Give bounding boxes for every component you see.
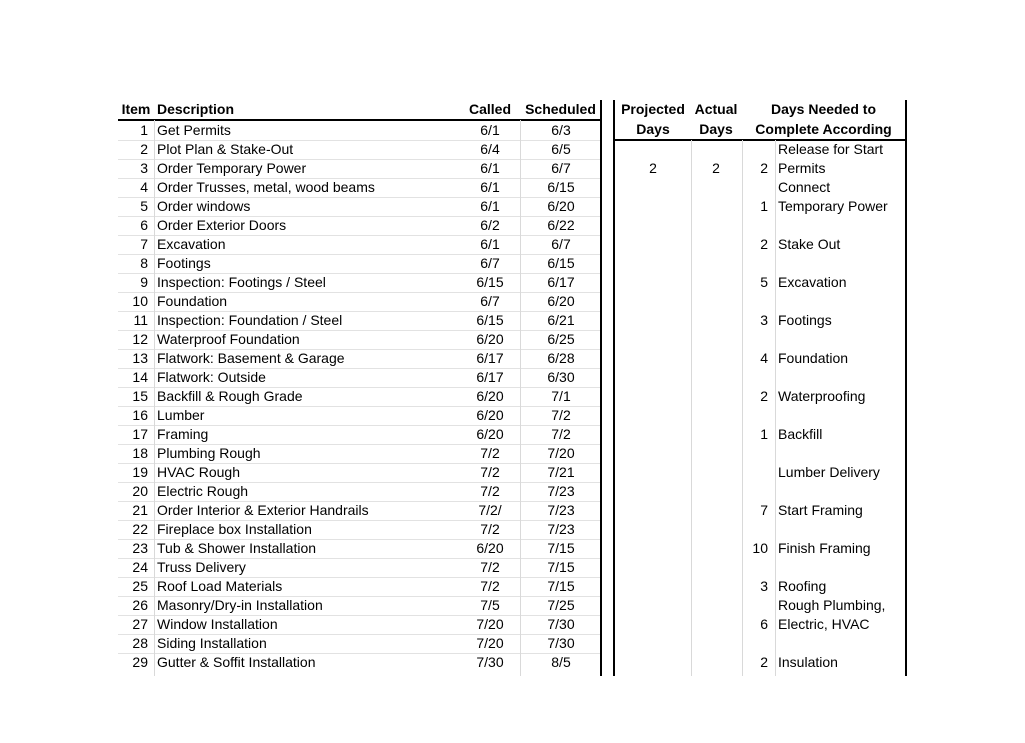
row-called-date: 7/2 — [480, 521, 500, 537]
row-description: Siding Installation — [157, 635, 267, 651]
row-scheduled-date: 6/21 — [547, 312, 575, 328]
row-actual-days: 2 — [712, 160, 720, 176]
row-description: Order Exterior Doors — [157, 217, 287, 233]
header-called: Called — [468, 101, 511, 117]
header-days-needed-line2: Complete According — [755, 121, 892, 137]
row-description: Lumber — [157, 407, 205, 423]
row-projected-days: 2 — [649, 160, 657, 176]
row-description: Footings — [157, 255, 211, 271]
row-scheduled-date: 6/15 — [547, 179, 575, 195]
row-scheduled-date: 6/28 — [547, 350, 575, 366]
row-task: Footings — [778, 312, 832, 328]
row-called-date: 7/2/ — [478, 502, 502, 518]
row-item-number: 11 — [133, 312, 148, 328]
row-item-number: 14 — [132, 369, 148, 385]
row-task: Foundation — [778, 350, 849, 366]
row-task: Release for Start — [778, 141, 884, 157]
row-item-number: 18 — [132, 445, 148, 461]
row-task: Rough Plumbing, — [778, 597, 886, 613]
row-scheduled-date: 7/15 — [547, 540, 575, 556]
header-actual-line1: Actual — [694, 101, 738, 117]
row-called-date: 6/17 — [476, 350, 504, 366]
row-called-date: 6/20 — [476, 407, 504, 423]
right-table-left-border — [613, 100, 615, 676]
row-days-needed: 5 — [760, 274, 768, 290]
row-description: Waterproof Foundation — [157, 331, 300, 347]
row-description: HVAC Rough — [157, 464, 241, 480]
row-task: Insulation — [778, 654, 838, 670]
row-description: Inspection: Footings / Steel — [157, 274, 326, 290]
row-description: Plumbing Rough — [157, 445, 261, 461]
row-days-needed: 7 — [760, 502, 768, 518]
row-item-number: 25 — [132, 578, 148, 594]
row-called-date: 7/2 — [480, 578, 500, 594]
row-scheduled-date: 7/15 — [547, 578, 575, 594]
row-item-number: 10 — [132, 293, 148, 309]
row-description: Gutter & Soffit Installation — [157, 654, 316, 670]
row-scheduled-date: 8/5 — [551, 654, 571, 670]
row-item-number: 5 — [140, 198, 148, 214]
row-called-date: 6/1 — [480, 122, 500, 138]
row-scheduled-date: 6/20 — [547, 293, 575, 309]
header-scheduled: Scheduled — [525, 101, 596, 117]
row-called-date: 6/1 — [480, 198, 500, 214]
row-item-number: 12 — [132, 331, 148, 347]
row-task: Permits — [778, 160, 826, 176]
row-description: Backfill & Rough Grade — [157, 388, 303, 404]
header-actual-line2: Days — [699, 121, 733, 137]
row-item-number: 17 — [132, 426, 148, 442]
row-item-number: 16 — [132, 407, 148, 423]
row-scheduled-date: 6/17 — [547, 274, 575, 290]
right-table-right-border — [905, 100, 907, 676]
row-description: Flatwork: Basement & Garage — [157, 350, 345, 366]
row-called-date: 6/1 — [480, 236, 500, 252]
header-item: Item — [121, 101, 151, 117]
row-task: Waterproofing — [778, 388, 866, 404]
row-scheduled-date: 7/23 — [547, 521, 575, 537]
row-scheduled-date: 7/21 — [547, 464, 575, 480]
row-task: Backfill — [778, 426, 823, 442]
row-description: Excavation — [157, 236, 226, 252]
row-description: Roof Load Materials — [157, 578, 283, 594]
row-task: Roofing — [778, 578, 827, 594]
row-item-number: 8 — [140, 255, 148, 271]
row-description: Framing — [157, 426, 209, 442]
left-header-rule — [118, 119, 601, 121]
row-called-date: 7/5 — [480, 597, 500, 613]
row-description: Order windows — [157, 198, 251, 214]
row-scheduled-date: 6/7 — [551, 160, 571, 176]
row-scheduled-date: 7/23 — [547, 483, 575, 499]
row-description: Window Installation — [157, 616, 278, 632]
row-description: Electric Rough — [157, 483, 249, 499]
header-projected-line2: Days — [636, 121, 670, 137]
row-called-date: 6/20 — [476, 331, 504, 347]
row-description: Inspection: Foundation / Steel — [157, 312, 343, 328]
gridline-v — [742, 140, 743, 676]
row-called-date: 7/20 — [476, 616, 504, 632]
row-task: Stake Out — [778, 236, 841, 252]
row-called-date: 7/20 — [476, 635, 504, 651]
row-scheduled-date: 6/30 — [547, 369, 575, 385]
row-item-number: 20 — [132, 483, 148, 499]
row-description: Masonry/Dry-in Installation — [157, 597, 323, 613]
row-item-number: 26 — [132, 597, 148, 613]
row-days-needed: 10 — [752, 540, 768, 556]
row-item-number: 15 — [132, 388, 148, 404]
left-table-right-border — [600, 100, 602, 676]
row-item-number: 24 — [132, 559, 148, 575]
gridline-v — [520, 120, 521, 676]
row-scheduled-date: 6/22 — [547, 217, 575, 233]
row-description: Truss Delivery — [157, 559, 246, 575]
row-item-number: 27 — [132, 616, 148, 632]
row-item-number: 28 — [132, 635, 148, 651]
row-item-number: 13 — [132, 350, 148, 366]
header-days-needed-line1: Days Needed to — [770, 101, 877, 117]
row-days-needed: 2 — [760, 388, 768, 404]
row-description: Tub & Shower Installation — [157, 540, 317, 556]
row-description: Order Temporary Power — [157, 160, 307, 176]
row-scheduled-date: 7/2 — [551, 407, 571, 423]
row-task: Excavation — [778, 274, 847, 290]
row-item-number: 22 — [132, 521, 148, 537]
row-task: Electric, HVAC — [778, 616, 870, 632]
gridline-v — [154, 120, 155, 676]
row-days-needed: 2 — [760, 236, 768, 252]
row-called-date: 7/2 — [480, 483, 500, 499]
row-scheduled-date: 7/2 — [551, 426, 571, 442]
row-description: Order Trusses, metal, wood beams — [157, 179, 375, 195]
row-called-date: 6/20 — [476, 540, 504, 556]
row-scheduled-date: 6/7 — [551, 236, 571, 252]
row-scheduled-date: 6/15 — [547, 255, 575, 271]
row-item-number: 7 — [140, 236, 148, 252]
row-scheduled-date: 7/23 — [547, 502, 575, 518]
row-scheduled-date: 6/3 — [551, 122, 571, 138]
row-called-date: 7/2 — [480, 445, 500, 461]
row-scheduled-date: 7/30 — [547, 616, 575, 632]
row-item-number: 29 — [132, 654, 148, 670]
row-task: Temporary Power — [778, 198, 888, 214]
row-days-needed: 2 — [760, 654, 768, 670]
row-description: Fireplace box Installation — [157, 521, 312, 537]
row-called-date: 6/20 — [476, 426, 504, 442]
row-scheduled-date: 6/20 — [547, 198, 575, 214]
row-item-number: 9 — [140, 274, 148, 290]
row-item-number: 1 — [140, 122, 148, 138]
row-task: Start Framing — [778, 502, 863, 518]
row-scheduled-date: 6/5 — [551, 141, 571, 157]
row-item-number: 6 — [140, 217, 148, 233]
gridline-v — [775, 140, 776, 676]
header-projected-line1: Projected — [621, 101, 685, 117]
row-description: Foundation — [157, 293, 228, 309]
row-called-date: 6/2 — [480, 217, 500, 233]
row-called-date: 6/15 — [476, 312, 504, 328]
row-called-date: 6/1 — [480, 179, 500, 195]
row-days-needed: 3 — [760, 578, 768, 594]
row-called-date: 6/20 — [476, 388, 504, 404]
row-called-date: 7/30 — [476, 654, 504, 670]
row-description: Flatwork: Outside — [157, 369, 266, 385]
row-task: Lumber Delivery — [778, 464, 880, 480]
row-scheduled-date: 7/15 — [547, 559, 575, 575]
row-called-date: 7/2 — [480, 464, 500, 480]
row-called-date: 7/2 — [480, 559, 500, 575]
row-called-date: 6/17 — [476, 369, 504, 385]
row-description: Get Permits — [157, 122, 231, 138]
row-scheduled-date: 6/25 — [547, 331, 575, 347]
row-days-needed: 4 — [760, 350, 768, 366]
row-called-date: 6/15 — [476, 274, 504, 290]
row-item-number: 19 — [132, 464, 148, 480]
row-scheduled-date: 7/30 — [547, 635, 575, 651]
row-item-number: 2 — [140, 141, 148, 157]
header-description: Description — [157, 101, 235, 117]
row-days-needed: 6 — [760, 616, 768, 632]
gridline-v — [691, 140, 692, 676]
row-description: Plot Plan & Stake-Out — [157, 141, 294, 157]
row-days-needed: 3 — [760, 312, 768, 328]
row-called-date: 6/7 — [480, 255, 500, 271]
row-days-needed: 1 — [760, 426, 768, 442]
row-called-date: 6/4 — [480, 141, 500, 157]
row-item-number: 23 — [132, 540, 148, 556]
row-description: Order Interior & Exterior Handrails — [157, 502, 369, 518]
row-task: Finish Framing — [778, 540, 871, 556]
row-task: Connect — [778, 179, 831, 195]
row-scheduled-date: 7/25 — [547, 597, 575, 613]
row-scheduled-date: 7/20 — [547, 445, 575, 461]
row-item-number: 4 — [140, 179, 148, 195]
row-days-needed: 2 — [760, 160, 768, 176]
row-called-date: 6/7 — [480, 293, 500, 309]
row-days-needed: 1 — [760, 198, 768, 214]
row-scheduled-date: 7/1 — [551, 388, 571, 404]
row-item-number: 21 — [132, 502, 148, 518]
row-called-date: 6/1 — [480, 160, 500, 176]
row-item-number: 3 — [140, 160, 148, 176]
right-header-rule — [614, 139, 906, 141]
